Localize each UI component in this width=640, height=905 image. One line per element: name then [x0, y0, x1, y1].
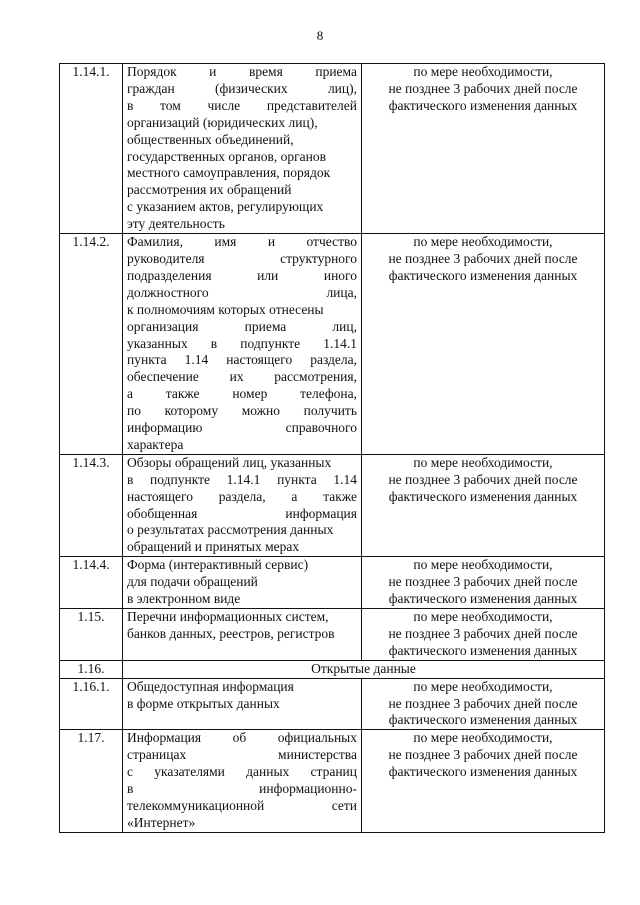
item-name [123, 730, 362, 832]
item-number: 1.15. [60, 609, 123, 661]
table-row [60, 678, 605, 730]
period-line: по мере необходимости, [413, 678, 553, 694]
item-name-line: общественных объединений, [127, 131, 294, 147]
item-name-line: настоящего раздела, а также [127, 488, 357, 504]
item-name-line: в информационно- [127, 781, 357, 797]
table-row [60, 454, 605, 556]
item-name-line: организация приема лиц, [127, 318, 357, 334]
item-name [123, 557, 362, 609]
item-name-line: Информация об официальных [127, 730, 357, 746]
item-name-line: Общедоступная информация [127, 678, 294, 694]
period-line: не позднее 3 рабочих дней после [388, 471, 578, 487]
period-line: не позднее 3 рабочих дней после [388, 250, 578, 266]
item-name-line: подразделения или иного [127, 267, 357, 283]
item-name-line: информацию справочного [127, 420, 357, 436]
item-name-line: о результатах рассмотрения данных [127, 522, 334, 538]
item-name-line: организаций (юридических лиц), [127, 114, 318, 130]
item-name [123, 609, 362, 661]
table-row [60, 64, 605, 234]
period-line: по мере необходимости, [413, 609, 553, 624]
period-line: фактического изменения данных [388, 488, 578, 504]
item-name [123, 678, 362, 730]
item-period [362, 678, 605, 730]
period-line: фактического изменения данных [388, 712, 578, 728]
item-name-line: в том числе представителей [127, 97, 357, 113]
period-line: не позднее 3 рабочих дней после [388, 695, 578, 711]
section-title: Открытые данные [123, 660, 605, 678]
item-period [362, 730, 605, 832]
item-name-line: телекоммуникационной сети [127, 797, 357, 813]
item-name-line: рассмотрения их обращений [127, 182, 292, 198]
info-table [59, 63, 605, 833]
item-name-line: в электронном виде [127, 591, 241, 607]
item-name-line: для подачи обращений [127, 574, 258, 590]
item-number: 1.14.4. [60, 557, 123, 609]
item-name-line: Обзоры обращений лиц, указанных [127, 454, 332, 470]
item-period [362, 234, 605, 455]
period-line: по мере необходимости, [413, 234, 553, 250]
item-name-line: Порядок и время приема [127, 64, 357, 79]
item-name-line: должностного лица, [127, 284, 357, 300]
item-name-line: государственных органов, органов [127, 148, 326, 164]
table-row [60, 557, 605, 609]
item-period [362, 64, 605, 234]
item-period [362, 454, 605, 556]
period-line: по мере необходимости, [413, 730, 553, 746]
item-name [123, 64, 362, 234]
item-name-line: в подпункте 1.14.1 пункта 1.14 [127, 471, 357, 487]
item-name-line: граждан (физических лиц), [127, 80, 357, 96]
item-name-line: а также номер телефона, [127, 386, 357, 402]
period-line: фактического изменения данных [388, 591, 578, 607]
period-line: по мере необходимости, [413, 454, 553, 470]
item-name-line: обращений и принятых мерах [127, 539, 300, 555]
item-name-line: обобщенная информация [127, 505, 357, 521]
item-name [123, 454, 362, 556]
item-period [362, 557, 605, 609]
period-line: не позднее 3 рабочих дней после [388, 625, 578, 641]
item-name-line: эту деятельность [127, 216, 225, 232]
table-row [60, 609, 605, 661]
table-row-section [60, 660, 605, 678]
item-number: 1.17. [60, 730, 123, 832]
table-row [60, 730, 605, 832]
item-name-line: указанных в подпункте 1.14.1 [127, 335, 357, 351]
item-name-line: пункта 1.14 настоящего раздела, [127, 352, 357, 368]
item-number: 1.16. [60, 660, 123, 678]
item-name-line: руководителя структурного [127, 250, 357, 266]
period-line: по мере необходимости, [413, 64, 553, 79]
period-line: не позднее 3 рабочих дней после [388, 574, 578, 590]
item-name-line: с указанием актов, регулирующих [127, 199, 324, 215]
item-name [123, 234, 362, 455]
item-name-line: к полномочиям которых отнесены [127, 301, 324, 317]
item-name-line: с указателями данных страниц [127, 764, 357, 780]
item-number: 1.14.3. [60, 454, 123, 556]
item-name-line: Перечни информационных систем, [127, 609, 329, 624]
period-line: фактического изменения данных [388, 764, 578, 780]
period-line: фактического изменения данных [388, 267, 578, 283]
item-number: 1.16.1. [60, 678, 123, 730]
item-name-line: «Интернет» [127, 814, 196, 830]
period-line: по мере необходимости, [413, 557, 553, 573]
item-period [362, 609, 605, 661]
page-number: 8 [316, 28, 324, 43]
item-name-line: в форме открытых данных [127, 695, 280, 711]
period-line: не позднее 3 рабочих дней после [388, 747, 578, 763]
item-name-line: характера [127, 436, 184, 452]
period-line: не позднее 3 рабочих дней после [388, 80, 578, 96]
item-name-line: обеспечение их рассмотрения, [127, 369, 357, 385]
period-line: фактического изменения данных [388, 642, 578, 658]
item-name-line: Фамилия, имя и отчество [127, 234, 357, 250]
item-name-line: Форма (интерактивный сервис) [127, 557, 309, 573]
period-line: фактического изменения данных [388, 97, 578, 113]
item-name-line: местного самоуправления, порядок [127, 165, 331, 181]
item-number: 1.14.1. [60, 64, 123, 234]
item-name-line: страницах министерства [127, 747, 357, 763]
table-row [60, 234, 605, 455]
item-number: 1.14.2. [60, 234, 123, 455]
item-name-line: банков данных, реестров, регистров [127, 625, 335, 641]
item-name-line: по которому можно получить [127, 403, 357, 419]
